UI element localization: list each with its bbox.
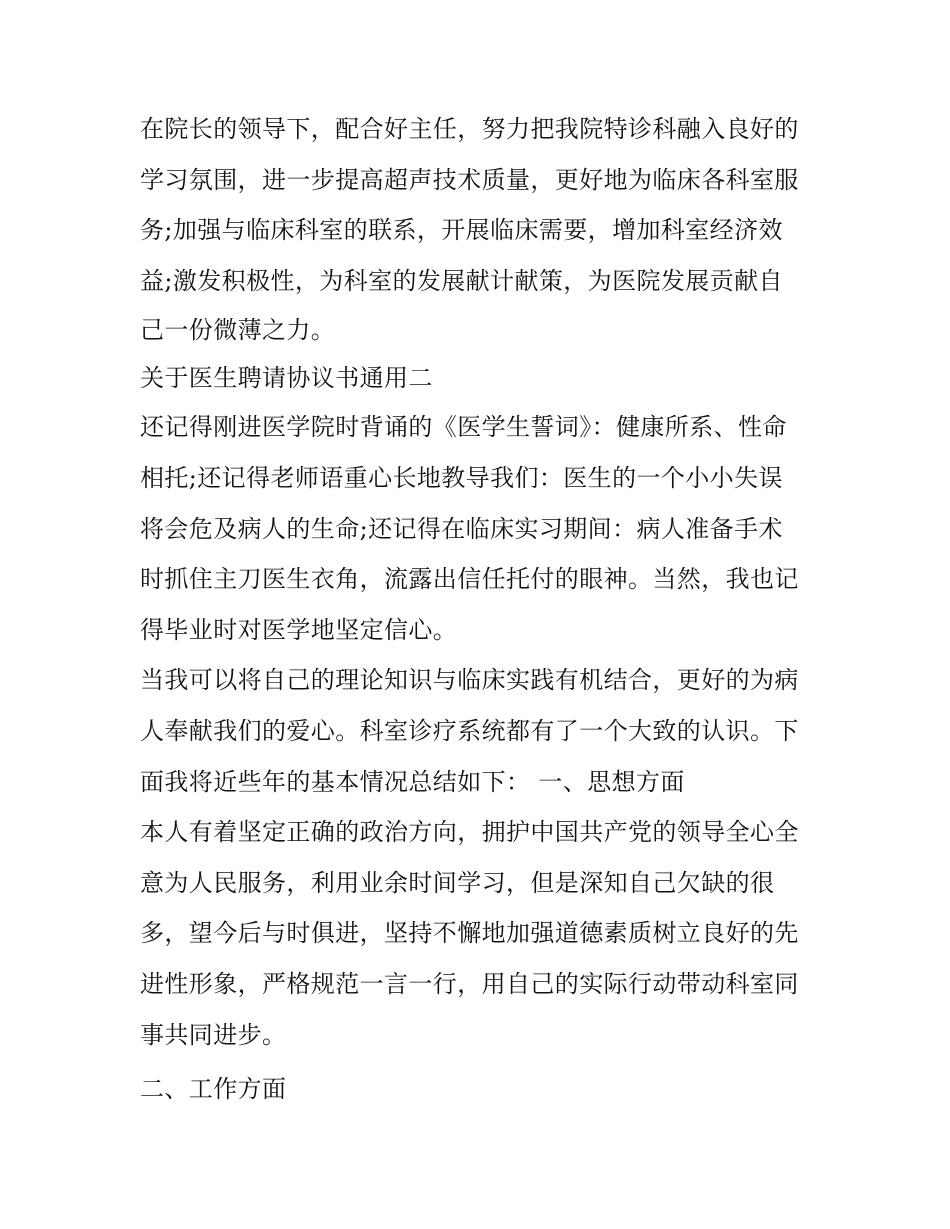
text-line: 学习氛围，进一步提高超声技术质量，更好地为临床各科室服 <box>140 165 799 194</box>
text-line: 进性形象，严格规范一言一行，用自己的实际行动带动科室同 <box>140 969 799 998</box>
text-line: 当我可以将自己的理论知识与临床实践有机结合，更好的为病 <box>140 666 799 695</box>
text-line: 得毕业时对医学地坚定信心。 <box>140 615 458 644</box>
text-line: 时抓住主刀医生衣角，流露出信任托付的眼神。当然，我也记 <box>140 565 799 594</box>
text-line: 意为人民服务，利用业余时间学习，但是深知自己欠缺的很 <box>140 868 775 897</box>
text-line: 事共同进步。 <box>140 1020 287 1049</box>
text-line: 多，望今后与时俱进，坚持不懈地加强道德素质树立良好的先 <box>140 919 799 948</box>
text-line: 己一份微薄之力。 <box>140 316 336 345</box>
section-heading: 二、工作方面 <box>140 1075 287 1104</box>
text-line: 还记得刚进医学院时背诵的《医学生誓词》：健康所系、性命 <box>140 413 787 442</box>
text-line: 益;激发积极性，为科室的发展献计献策，为医院发展贡献自 <box>140 266 783 295</box>
text-line: 务;加强与临床科室的联系，开展临床需要，增加科室经济效 <box>140 216 783 245</box>
text-line: 相托;还记得老师语重心长地教导我们：医生的一个小小失误 <box>140 463 783 492</box>
text-line: 将会危及病人的生命;还记得在临床实习期间：病人准备手术 <box>140 514 783 543</box>
text-line: 人奉献我们的爱心。科室诊疗系统都有了一个大致的认识。下 <box>140 716 799 745</box>
text-line: 在院长的领导下，配合好主任，努力把我院特诊科融入良好的 <box>140 115 799 143</box>
section-heading: 关于医生聘请协议书通用二 <box>140 364 433 393</box>
text-line: 面我将近些年的基本情况总结如下： 一、思想方面 <box>140 767 685 796</box>
text-line: 本人有着坚定正确的政治方向，拥护中国共产党的领导全心全 <box>140 818 799 847</box>
document-body <box>140 104 830 1115</box>
